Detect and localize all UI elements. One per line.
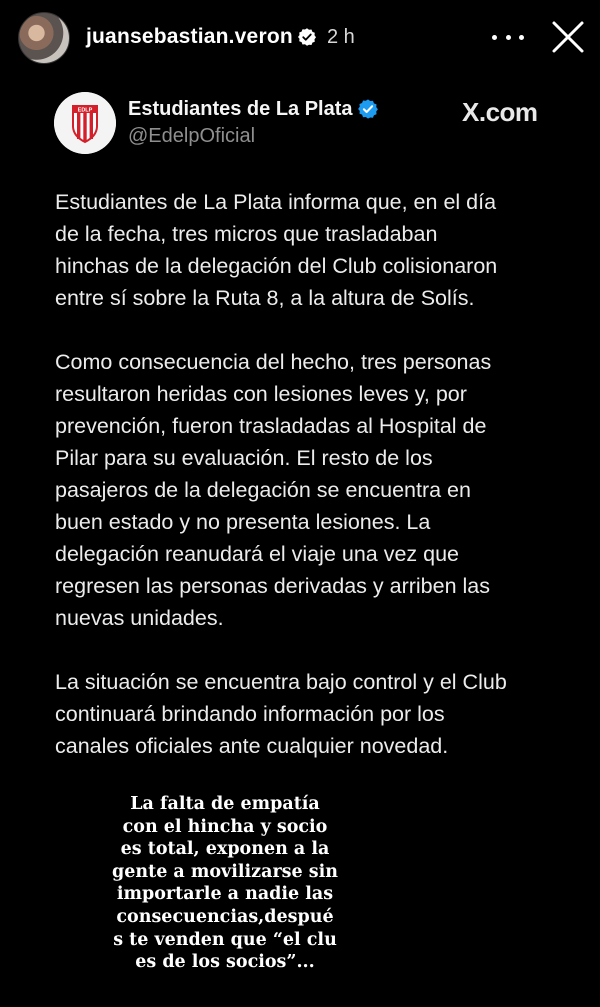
more-options-icon[interactable] xyxy=(492,23,524,51)
dot xyxy=(492,35,497,40)
story-time: 2 h xyxy=(327,26,355,48)
club-crest-icon xyxy=(54,92,116,154)
story-username[interactable]: juansebastian.veron xyxy=(86,25,293,48)
tweet-author-handle[interactable]: @EdelpOficial xyxy=(128,125,256,147)
club-logo[interactable] xyxy=(54,92,116,154)
tweet-text xyxy=(55,186,575,762)
profile-avatar[interactable] xyxy=(18,12,70,64)
verified-badge-icon xyxy=(357,98,379,120)
x-source-label[interactable]: X.com xyxy=(462,97,538,127)
dot xyxy=(506,35,511,40)
verified-badge-icon xyxy=(297,27,317,47)
svg-text:EDLP: EDLP xyxy=(77,107,93,114)
tweet-paragraph: Estudiantes de La Plata informa que, en el día de la fecha, tres micros que trasladaban hinchas de la delegación del Club colisionaron entre sí sobre la Ruta 8, a la altura de Solís. xyxy=(55,190,498,310)
tweet-author-name[interactable]: Estudiantes de La Plata xyxy=(128,98,353,120)
story-text-overlay: La falta de empatía con el hincha y socio es total, exponen a la gente a movilizarse sin importarle a nadie las consecuencias,despué s te venden que “el clu es de los socios”... xyxy=(112,794,338,973)
tweet-paragraph: Como consecuencia del hecho, tres personas resultaron heridas con lesiones leves y, por prevención, fueron trasladadas al Hospital de Pilar para su evaluación. El resto de los pasajeros de la delegación se encuentra en buen estado y no presenta lesiones. La delegación reanudará el viaje una vez que regresen las personas derivadas y arriben las nuevas unidades. xyxy=(55,350,492,630)
tweet-paragraph: La situación se encuentra bajo control y el Club continuará brindando información por los canales oficiales ante cualquier novedad. xyxy=(55,670,507,758)
dot xyxy=(519,35,524,40)
close-icon[interactable] xyxy=(550,19,586,55)
story-header xyxy=(0,0,600,76)
